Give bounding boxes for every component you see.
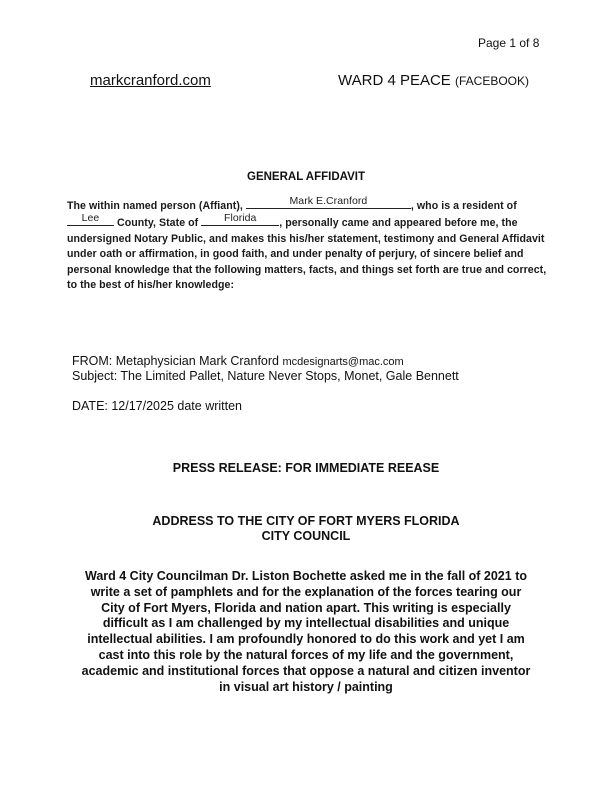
state-field bbox=[201, 214, 279, 226]
affidavit-text-2: , who is a resident of bbox=[410, 200, 517, 212]
website-link[interactable]: markcranford.com bbox=[90, 72, 211, 89]
memo-date: DATE: 12/17/2025 date written bbox=[72, 399, 243, 413]
affidavit-text-3: County, State of bbox=[114, 217, 202, 230]
ward-title bbox=[338, 72, 529, 89]
release-body: Ward 4 City Councilman Dr. Liston Bochette asked me in the fall of 2021 to write a set of pamphlets and for the explanation of the forces tearing our City of Fort Myers, Florida and nation apart. This writing is especially difficult as I am challenged by my intellectual disabilities and unique intellectual abilities. I am profoundly honored to do this work and yet I am cast into this role by the natural forces of my life and the government, academic and institutional forces that oppose a natural and citizen inventor in visual art history / painting bbox=[81, 569, 531, 694]
affiant-name-field bbox=[246, 197, 411, 209]
county-value: Lee bbox=[81, 212, 100, 225]
affidavit-text-4: , personally came and appeared before me, the undersigned Notary Public, and makes this his/her statement, testimony and General Affidavit under oath or affirmation, in good faith, and under penalty of perjury, of sincere belief and personal knowledge that the following matters, facts, and things set forth are true and correct, to the best of his/her knowledge: bbox=[67, 217, 547, 292]
press-release-heading: PRESS RELEASE: FOR IMMEDIATE REEASE bbox=[172, 461, 440, 475]
memo-email[interactable]: mcdesignarts@mac.com bbox=[282, 356, 404, 368]
page-number: Page 1 of 8 bbox=[478, 36, 540, 50]
affiant-name-value: Mark E.Cranford bbox=[289, 195, 368, 207]
ward-source: (FACEBOOK) bbox=[454, 74, 529, 88]
address-heading-line-2: CITY COUNCIL bbox=[261, 529, 351, 543]
affidavit-text-1: The within named person (Affiant), bbox=[67, 200, 246, 212]
affidavit-title: GENERAL AFFIDAVIT bbox=[247, 171, 365, 183]
state-value: Florida bbox=[223, 212, 257, 225]
ward-title-text: WARD 4 PEACE bbox=[338, 72, 451, 89]
county-field bbox=[67, 214, 114, 226]
address-heading-line-1: ADDRESS TO THE CITY OF FORT MYERS FLORIDA bbox=[152, 514, 460, 528]
memo-from-label: FROM: Metaphysician Mark Cranford bbox=[72, 354, 280, 368]
affidavit-paragraph bbox=[67, 197, 557, 293]
memo-subject: Subject: The Limited Pallet, Nature Never Stops, Monet, Gale Bennett bbox=[72, 369, 459, 383]
memo-from bbox=[72, 353, 404, 370]
